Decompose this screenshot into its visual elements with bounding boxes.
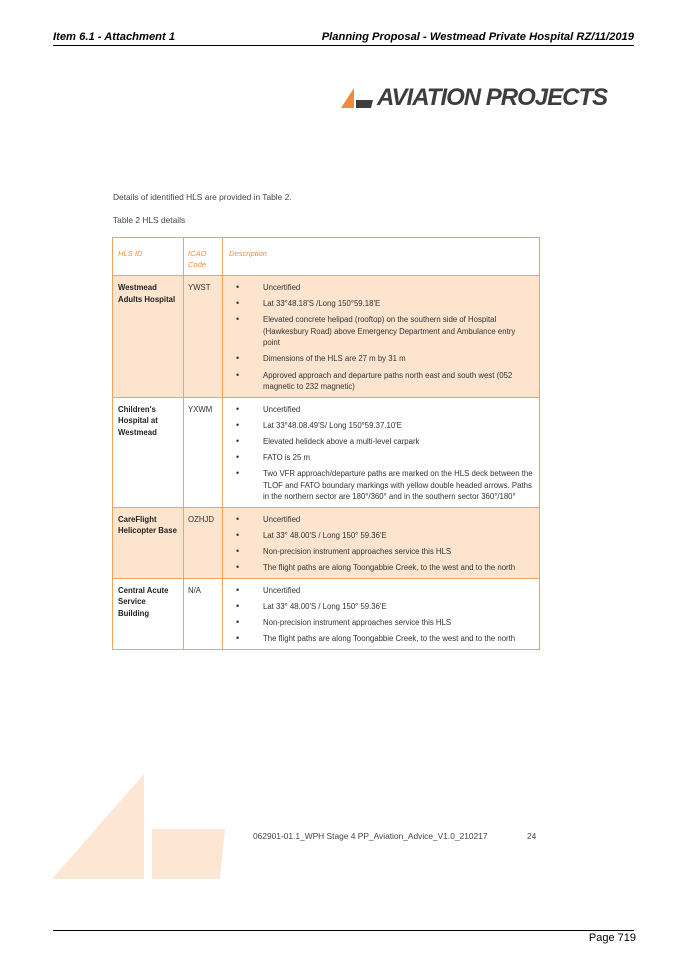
header-description: Description <box>229 249 267 258</box>
icao-code: N/A <box>188 585 201 595</box>
header-left-title: Item 6.1 - Attachment 1 <box>53 31 176 43</box>
page-number: Page 719 <box>588 932 636 944</box>
table-row <box>113 578 539 649</box>
description-item: • Two VFR approach/departure paths are marked on the HLS deck between the TLOF and FATO boundary markings with yellow double headed arrows. Paths in the northern sector are 180°/360° and in the southern sector 360°/180° <box>229 468 533 503</box>
table-row <box>113 397 539 507</box>
aviation-projects-logo <box>341 84 608 112</box>
description-item: • Elevated helideck above a multi-level carpark <box>229 436 533 448</box>
description-item: • Lat 33° 48.00'S / Long 150° 59.36'E <box>229 601 533 613</box>
logo-text: AVIATION PROJECTS <box>377 84 608 111</box>
hls-name: Westmead Adults Hospital <box>118 283 176 304</box>
icao-code: OZHJD <box>188 514 214 524</box>
hls-details-table <box>112 237 540 650</box>
hls-name: CareFlight Helicopter Base <box>118 514 177 536</box>
description-item: • Uncertified <box>229 585 533 597</box>
icao-code: YXWM <box>188 404 213 414</box>
document-page-number: 24 <box>527 831 537 841</box>
document-reference: 062901-01.1_WPH Stage 4 PP_Aviation_Advice_V1.0_210217 <box>253 831 488 841</box>
aviation-projects-logo-mark-icon <box>341 88 373 108</box>
header-icao-code: ICAO Code <box>184 238 223 275</box>
icao-code: YWST <box>188 283 211 292</box>
description-item: • Uncertified <box>229 404 533 416</box>
description-item: • Non-precision instrument approaches service this HLS <box>229 546 533 558</box>
table-header-row <box>113 238 539 276</box>
table-caption: Table 2 HLS details <box>113 215 186 225</box>
description-item: • Dimensions of the HLS are 27 m by 31 m <box>229 353 533 365</box>
table-row <box>113 276 539 397</box>
header-right-title: Planning Proposal - Westmead Private Hospital RZ/11/2019 <box>321 31 634 43</box>
hls-name: Children's Hospital at Westmead <box>118 404 158 437</box>
header-rule <box>53 45 634 46</box>
description-item: • Uncertified <box>229 282 533 294</box>
hls-name: Central Acute Service Building <box>118 585 169 618</box>
description-item: • FATO is 25 m <box>229 452 533 464</box>
description-item: • Uncertified <box>229 514 533 526</box>
intro-paragraph: Details of identified HLS are provided in Table 2. <box>113 192 292 202</box>
table-row <box>113 507 539 578</box>
description-item: • Lat 33° 48.00'S / Long 150° 59.36'E <box>229 530 533 542</box>
description-item: • The flight paths are along Toongabbie Creek, to the west and to the north <box>229 633 533 645</box>
description-item: • Non-precision instrument approaches service this HLS <box>229 617 533 629</box>
description-item: • Elevated concrete helipad (rooftop) on the southern side of Hospital (Hawkesbury Road) above Emergency Department and Ambulance entry point <box>229 314 533 349</box>
header-hls-id: HLS ID <box>113 238 184 275</box>
description-item: • The flight paths are along Toongabbie Creek, to the west and to the north <box>229 562 533 574</box>
description-item: • Lat 33°48.08.49'S/ Long 150°59.37.10'E <box>229 420 533 432</box>
description-item: • Lat 33°48.18'S /Long 150°59.18'E <box>229 298 533 310</box>
logo-watermark-icon <box>52 774 227 879</box>
footer-rule <box>53 930 634 931</box>
description-item: • Approved approach and departure paths north east and south west (052 magnetic to 232 magnetic) <box>229 370 533 393</box>
